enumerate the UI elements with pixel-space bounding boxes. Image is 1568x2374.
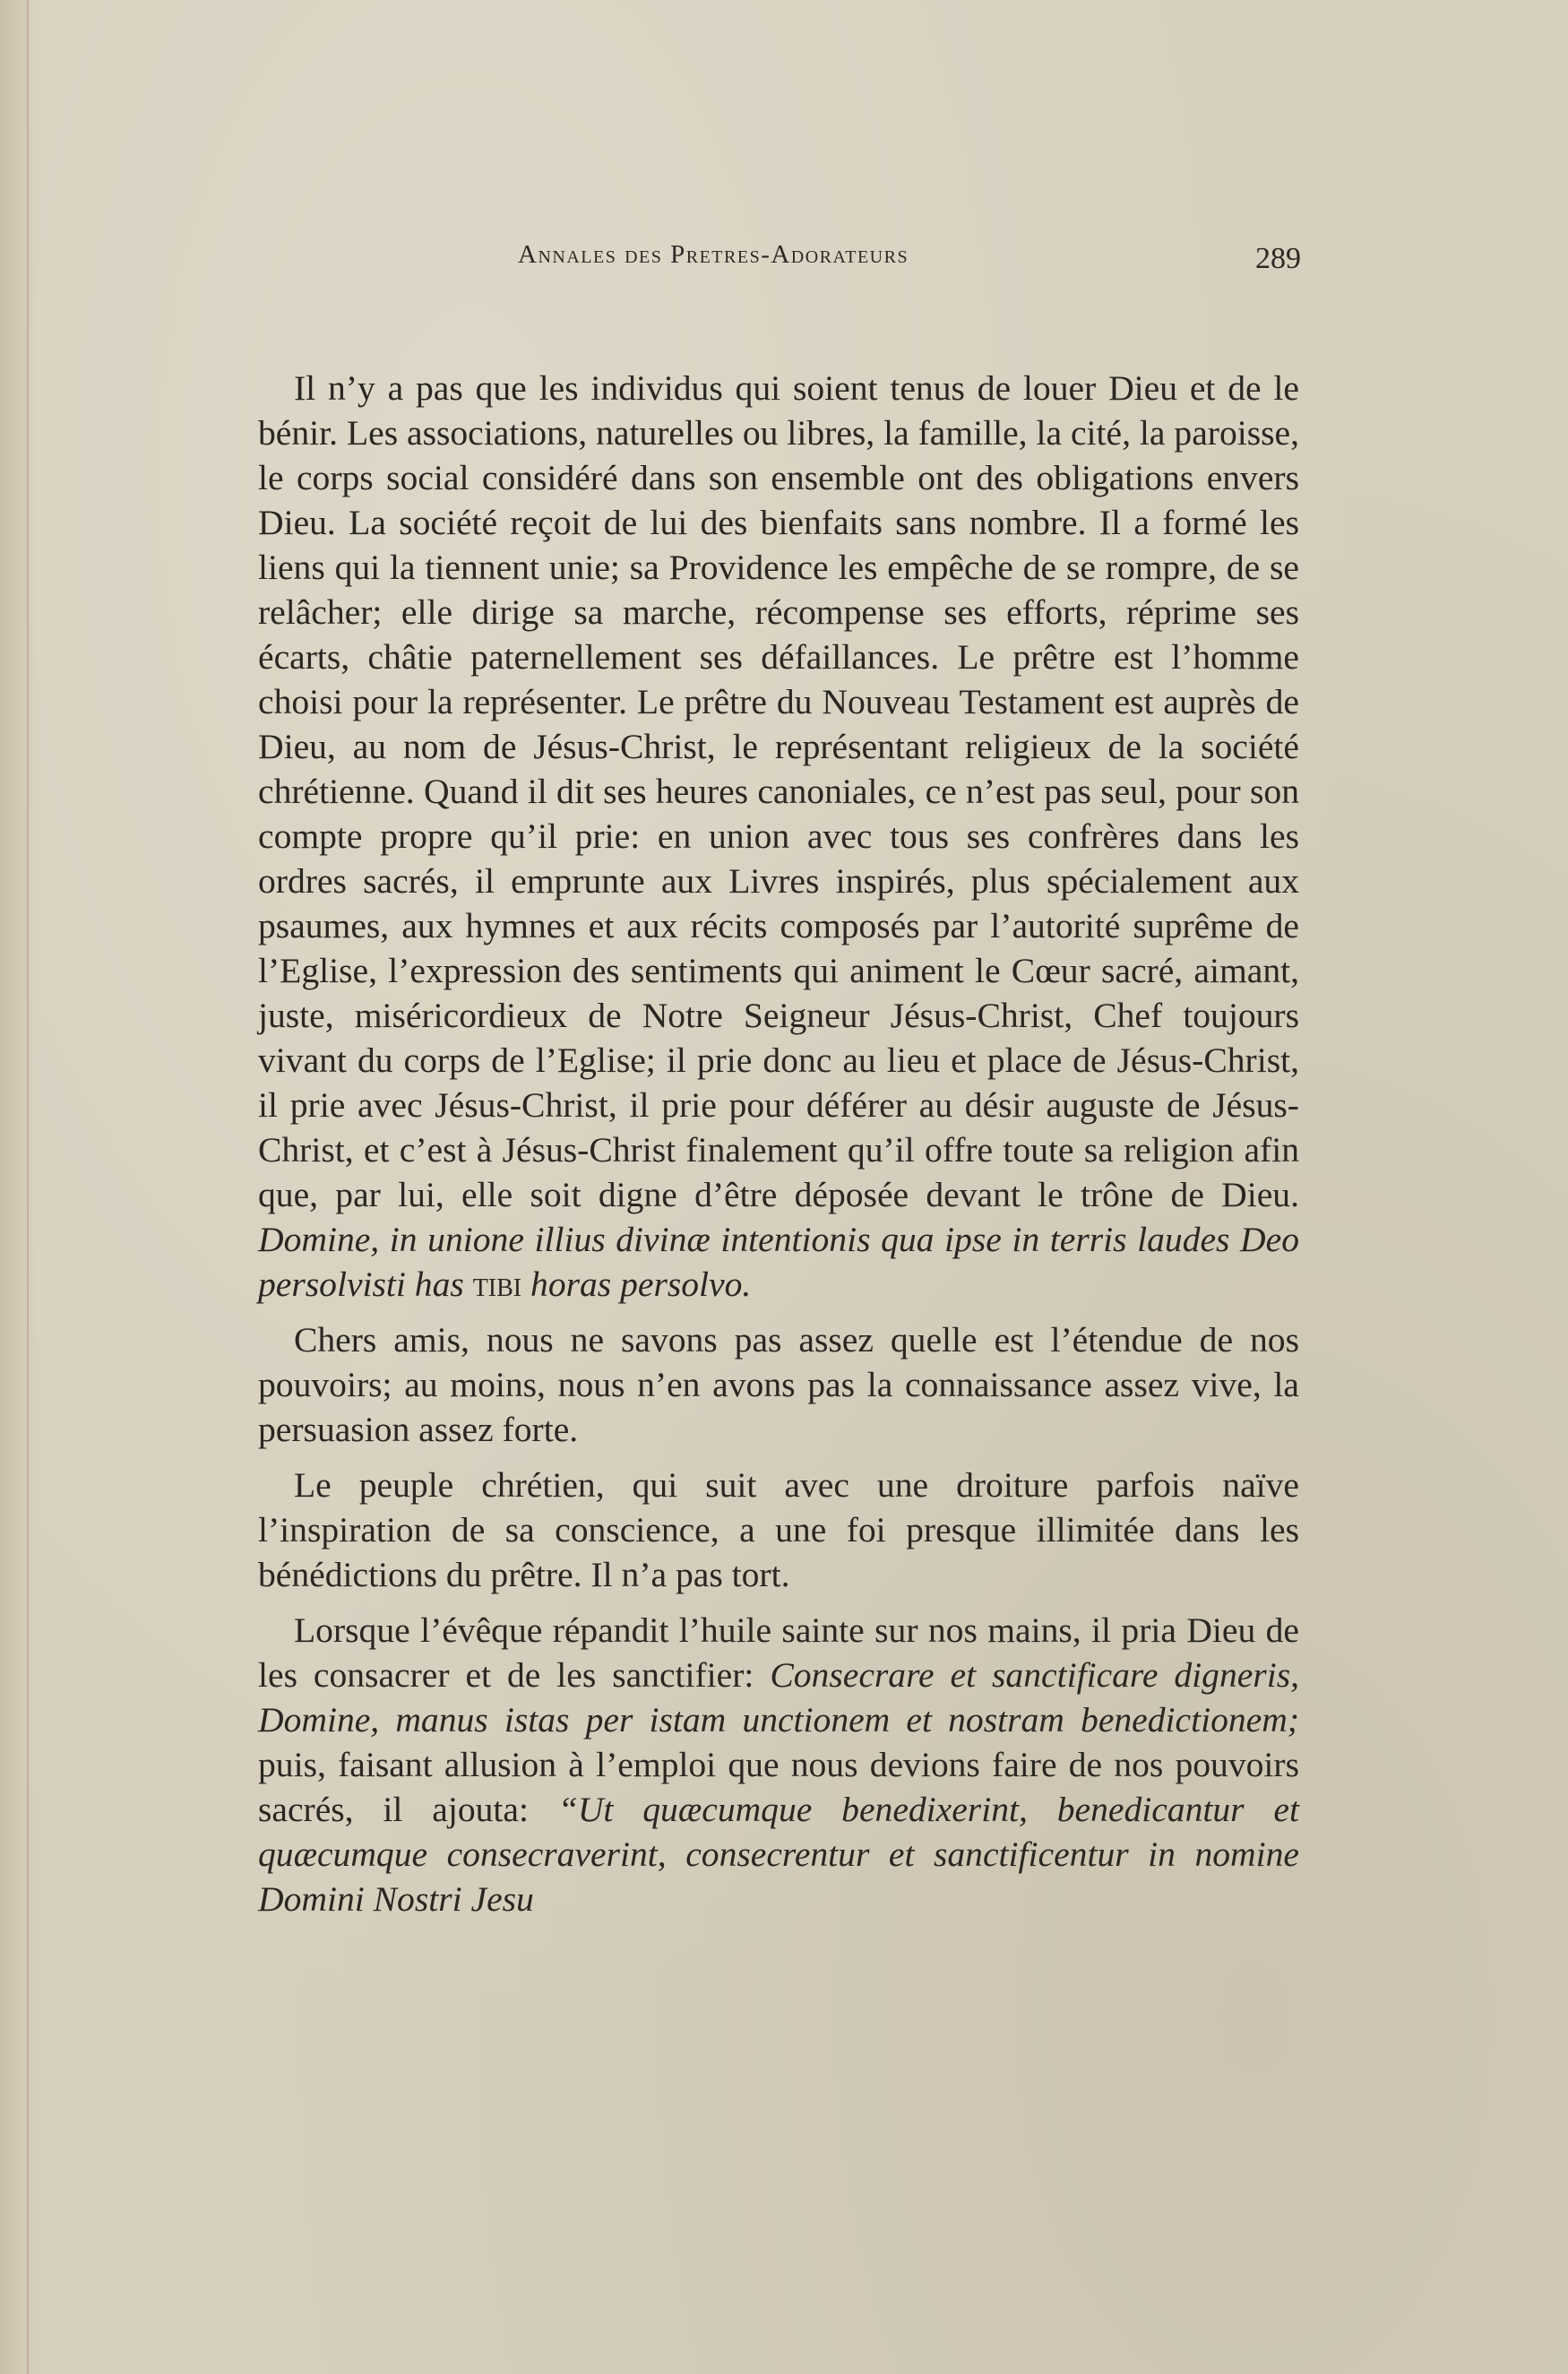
page-gutter-edge bbox=[0, 0, 36, 2374]
paragraph-1-latin-prayer-end: horas persolvo. bbox=[530, 1265, 752, 1304]
paragraph-4-latin-blessing: “Ut quæcumque benedixerint, benedicantur et quæcumque consecraverint, consecrentur et sanctificentur in nomine Domini Nostri Jesu bbox=[258, 1790, 1299, 1919]
paragraph-4-latin-consecration: Consecrare et sanctificare digneris, Domine, manus istas per istam unctionem et nostram benedictionem; bbox=[258, 1655, 1299, 1739]
paragraph-1-latin-tibi: tibi bbox=[472, 1265, 522, 1304]
page-edge-line bbox=[27, 0, 29, 2374]
paragraph-3: Le peuple chrétien, qui suit avec une droiture parfois naïve l’inspiration de sa conscience, a une foi presque illimitée dans les bénédictions du prêtre. Il n’a pas tort. bbox=[258, 1465, 1299, 1594]
paragraph-1-latin-prayer: Domine, in unione illius divinæ intentionis qua ipse in terris laudes Deo persolvisti has bbox=[258, 1220, 1299, 1304]
paragraph-4 bbox=[258, 1608, 1299, 1921]
paragraph-2: Chers amis, nous ne savons pas assez quelle est l’étendue de nos pouvoirs; au moins, nous n’en avons pas la connaissance assez vive, la persuasion assez forte. bbox=[258, 1320, 1299, 1449]
body-text bbox=[258, 366, 1299, 1932]
paragraph-4-text-start: Lorsque l’évêque répandit l’huile sainte sur nos mains, il pria Dieu de les consacrer et de les sanctifier: bbox=[258, 1610, 1299, 1695]
page-number: 289 bbox=[1255, 242, 1301, 275]
paragraph-4-text-middle: puis, faisant allusion à l’emploi que nous devions faire de nos pouvoirs sacrés, il ajouta: bbox=[258, 1745, 1299, 1829]
paragraph-1 bbox=[258, 366, 1299, 1307]
paragraph-1-text: Il n’y a pas que les individus qui soient tenus de louer Dieu et de le bénir. Les associations, naturelles ou libres, la famille, la cité, la paroisse, le corps social considéré dans son ensemble ont des obligations envers Dieu. La société reçoit de lui des bienfaits sans nombre. Il a formé les liens qui la tiennent unie; sa Providence les empêche de se rompre, de se relâcher; elle dirige sa marche, récompense ses efforts, réprime ses écarts, châtie paternellement ses défaillances. Le prêtre est l’homme choisi pour la représenter. Le prêtre du Nouveau Testament est auprès de Dieu, au nom de Jésus-Christ, le représentant religieux de la société chrétienne. Quand il dit ses heures canoniales, ce n’est pas seul, pour son compte propre qu’il prie: en union avec tous ses confrères dans les ordres sacrés, il emprunte aux Livres inspirés, plus spécialement aux psaumes, aux hymnes et aux récits composés par l’autorité suprême de l’Eglise, l’expression des sentiments qui animent le Cœur sacré, aimant, juste, miséricordieux de Notre Seigneur Jésus-Christ, Chef toujours vivant du corps de l’Eglise; il prie donc au lieu et place de Jésus-Christ, il prie avec Jésus-Christ, il prie pour déférer au désir auguste de Jésus-Christ, et c’est à Jésus-Christ finalement qu’il offre toute sa religion afin que, par lui, elle soit digne d’être déposée devant le trône de Dieu. bbox=[258, 368, 1299, 1214]
running-head: Annales des Pretres-Adorateurs bbox=[518, 240, 909, 269]
